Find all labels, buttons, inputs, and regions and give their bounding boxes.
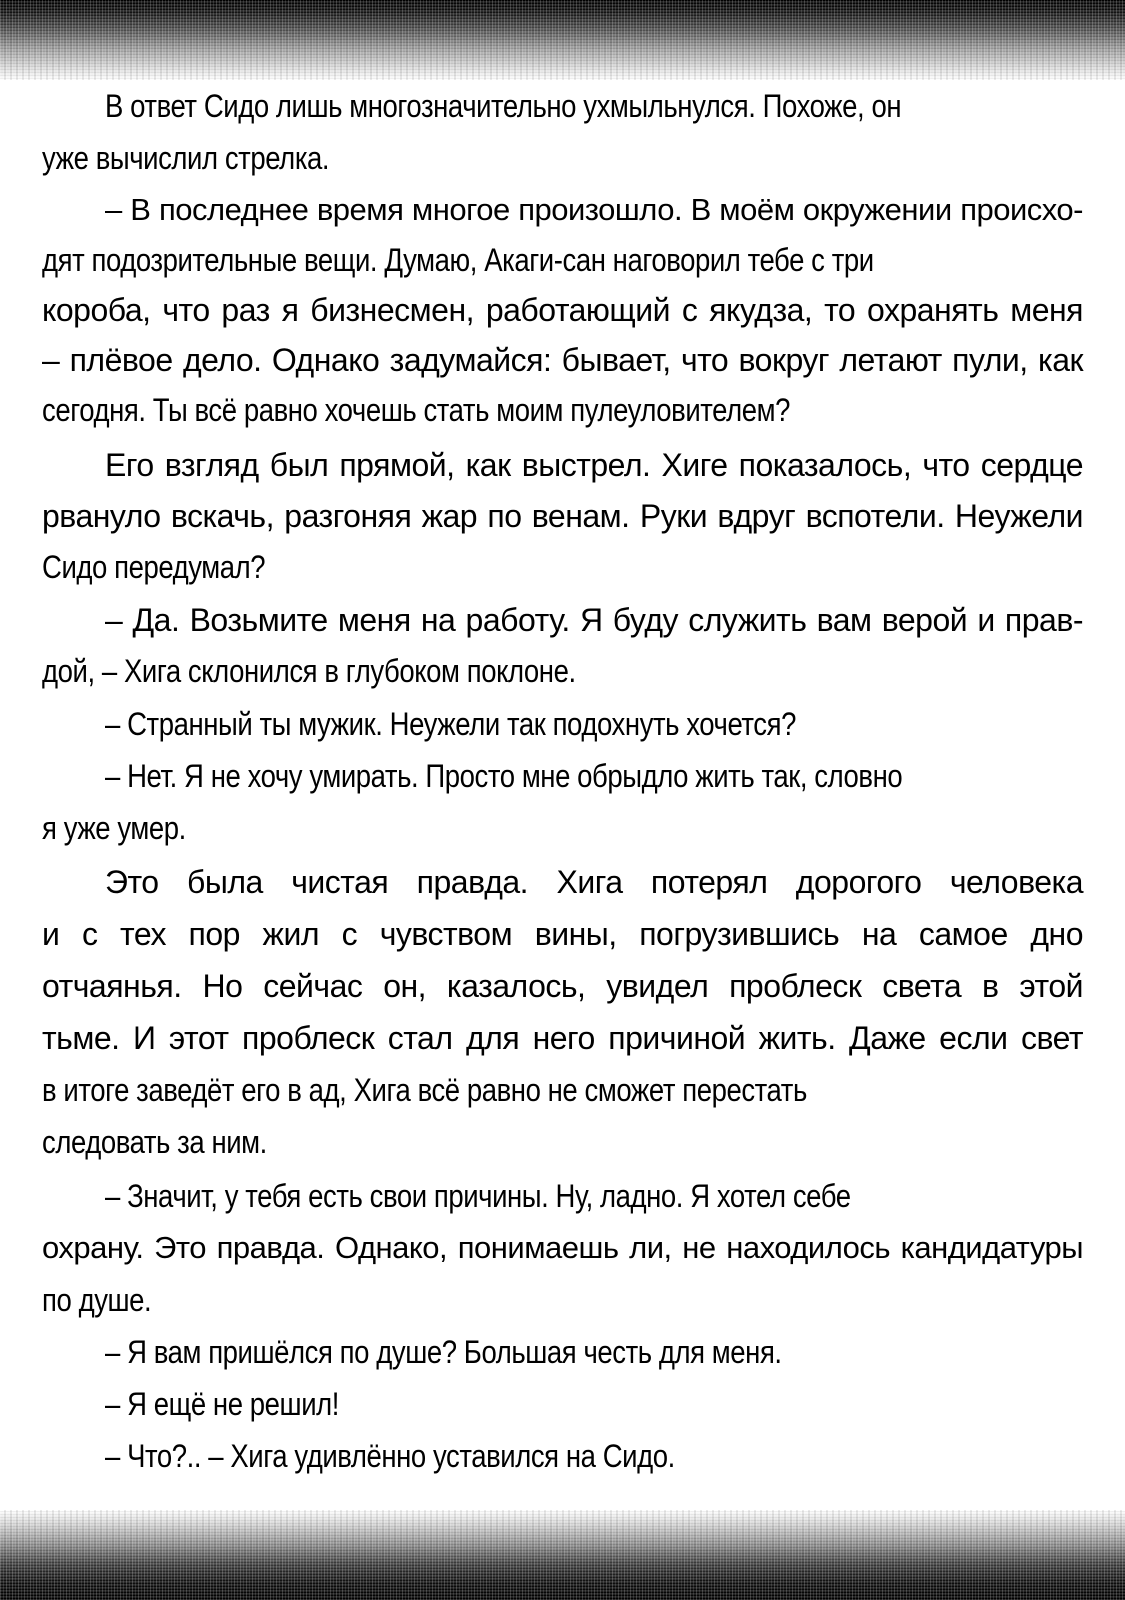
text-line: охрану. Это правда. Однако, понимаешь ли, не находилось кандидатуры (42, 1230, 1083, 1265)
text-line: – Что?.. – Хига удивлённо уставился на Сидо. (105, 1438, 675, 1474)
text-line: тьме. И этот проблеск стал для него причиной жить. Даже если свет (42, 1020, 1083, 1056)
text-line: – Значит, у тебя есть свои причины. Ну, ладно. Я хотел себе (105, 1178, 851, 1214)
text-line: уже вычислил стрелка. (42, 140, 330, 176)
text-line: – Да. Возьмите меня на работу. Я буду служить вам верой и прав- (105, 602, 1083, 638)
text-line: – В последнее время многое произошло. В моём окружении происхо- (105, 192, 1083, 227)
text-line: по душе. (42, 1282, 152, 1318)
text-line: сегодня. Ты всё равно хочешь стать моим пулеуловителем? (42, 392, 790, 428)
text-line: – Я вам пришёлся по душе? Большая честь для меня. (105, 1334, 782, 1370)
text-line: следовать за ним. (42, 1124, 267, 1160)
text-line: дой, – Хига склонился в глубоком поклоне. (42, 653, 576, 689)
text-line: – Нет. Я не хочу умирать. Просто мне обрыдло жить так, словно (105, 758, 903, 794)
text-line: Сидо передумал? (42, 549, 266, 585)
text-line: я уже умер. (42, 810, 186, 846)
text-line: Это была чистая правда. Хига потерял дорогого человека (105, 864, 1083, 900)
text-line: дят подозрительные вещи. Думаю, Акаги-сан наговорил тебе с три (42, 242, 874, 278)
text-line: – Я ещё не решил! (105, 1386, 339, 1422)
text-line: в итоге заведёт его в ад, Хига всё равно не сможет перестать (42, 1072, 807, 1108)
text-line: – плёвое дело. Однако задумайся: бывает, что вокруг летают пули, как (42, 342, 1083, 378)
text-line: В ответ Сидо лишь многозначительно ухмыльнулся. Похоже, он (105, 88, 902, 124)
text-line: Его взгляд был прямой, как выстрел. Хиге показалось, что сердце (105, 447, 1083, 483)
text-line: и с тех пор жил с чувством вины, погрузившись на самое дно (42, 916, 1083, 952)
text-line: – Странный ты мужик. Неужели так подохнуть хочется? (105, 706, 796, 742)
text-line: отчаянья. Но сейчас он, казалось, увидел проблеск света в этой (42, 968, 1083, 1004)
text-line: короба, что раз я бизнесмен, работающий с якудза, то охранять меня (42, 292, 1083, 328)
text-line: рвануло вскачь, разгоняя жар по венам. Руки вдруг вспотели. Неужели (42, 498, 1083, 534)
